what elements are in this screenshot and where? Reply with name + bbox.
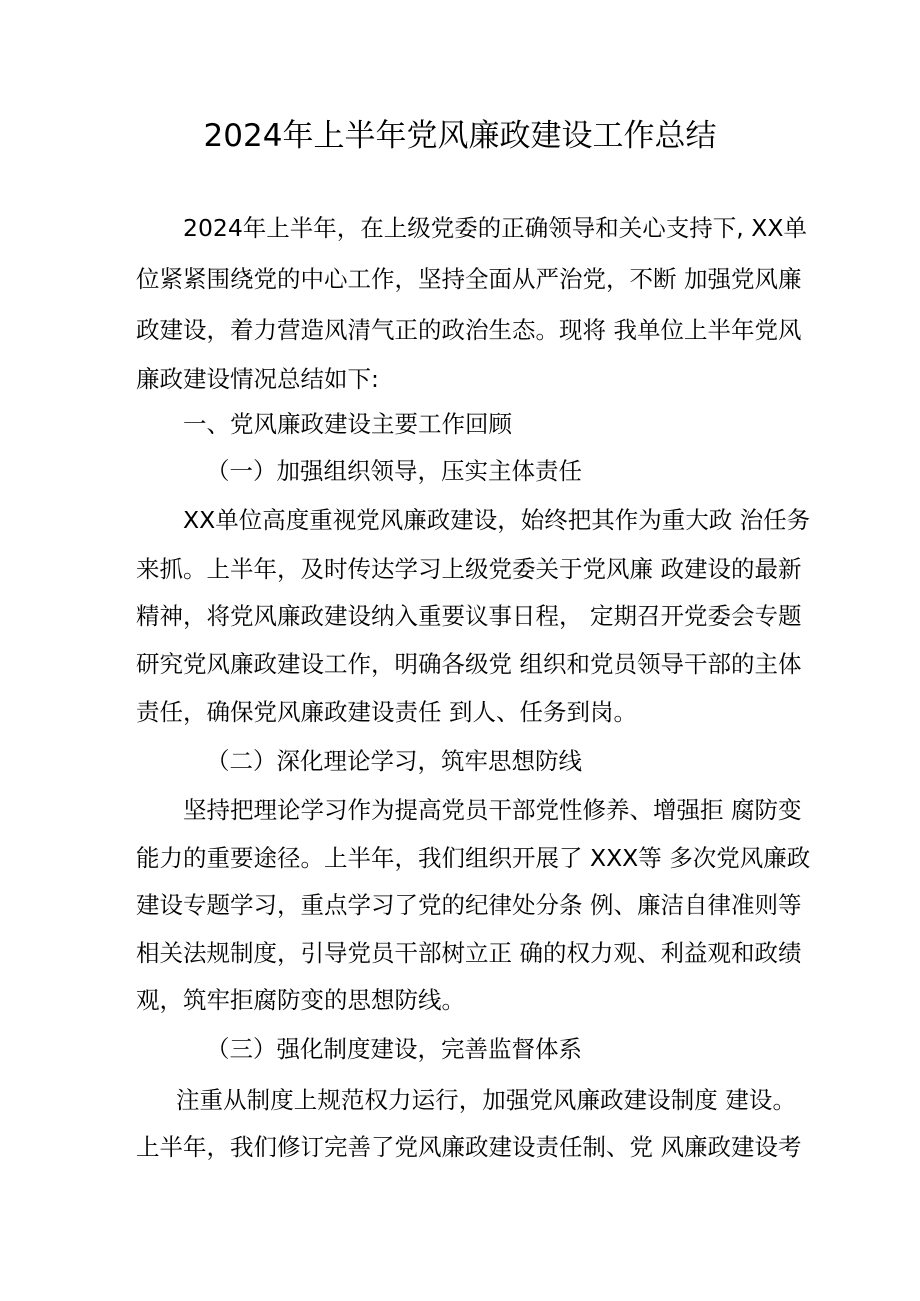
- paragraph-3-line-1: 坚持把理论学习作为提高党员干部党性修养、增强拒 腐防变: [183, 796, 802, 824]
- paragraph-2-line-4: 研究党风廉政建设工作，明确各级党 组织和党员领导干部的主体: [136, 650, 802, 678]
- paragraph-1-line-3: 政建设，着力营造风清气正的政治生态。现将 我单位上半年党风: [136, 316, 802, 344]
- paragraph-3-line-4: 相关法规制度，引导党员干部树立正 确的权力观、利益观和政绩: [136, 939, 802, 967]
- paragraph-2-line-2: 来抓。上半年，及时传达学习上级党委关于党风廉 政建设的最新: [136, 555, 802, 583]
- section-heading-1: 一、党风廉政建设主要工作回顾: [183, 410, 512, 438]
- paragraph-1-line-4: 廉政建设情况总结如下:: [136, 365, 379, 393]
- paragraph-3-line-2: 能力的重要途径。上半年，我们组织开展了 XXX等 多次党风廉政: [136, 844, 811, 872]
- paragraph-4-line-1: 注重从制度上规范权力运行，加强党风廉政建设制度 建设。: [176, 1086, 796, 1114]
- paragraph-2-line-3: 精神，将党风廉政建设纳入重要议事日程， 定期召开党委会专题: [136, 602, 802, 630]
- subsection-heading-3: （三）强化制度建设，完善监督体系: [206, 1035, 582, 1063]
- paragraph-3-line-3: 建设专题学习，重点学习了党的纪律处分条 例、廉洁自律准则等: [136, 891, 802, 919]
- paragraph-1-line-2: 位紧紧围绕党的中心工作，坚持全面从严治党，不断 加强党风廉: [136, 265, 802, 293]
- document-title: 2024年上半年党风廉政建设工作总结: [203, 118, 717, 154]
- paragraph-3-line-5: 观，筑牢拒腐防变的思想防线。: [136, 986, 465, 1014]
- subsection-heading-2: （二）深化理论学习，筑牢思想防线: [206, 747, 582, 775]
- paragraph-4-line-2: 上半年，我们修订完善了党风廉政建设责任制、党 风廉政建设考: [136, 1133, 802, 1161]
- paragraph-2-line-1: XX单位高度重视党风廉政建设，始终把其作为重大政 治任务: [183, 506, 811, 534]
- subsection-heading-1: （一）加强组织领导，压实主体责任: [206, 457, 582, 485]
- paragraph-2-line-5: 责任，确保党风廉政建设责任 到人、任务到岗。: [136, 698, 637, 726]
- paragraph-1-line-1: 2024年上半年，在上级党委的正确领导和关心支持下, XX单: [183, 214, 807, 242]
